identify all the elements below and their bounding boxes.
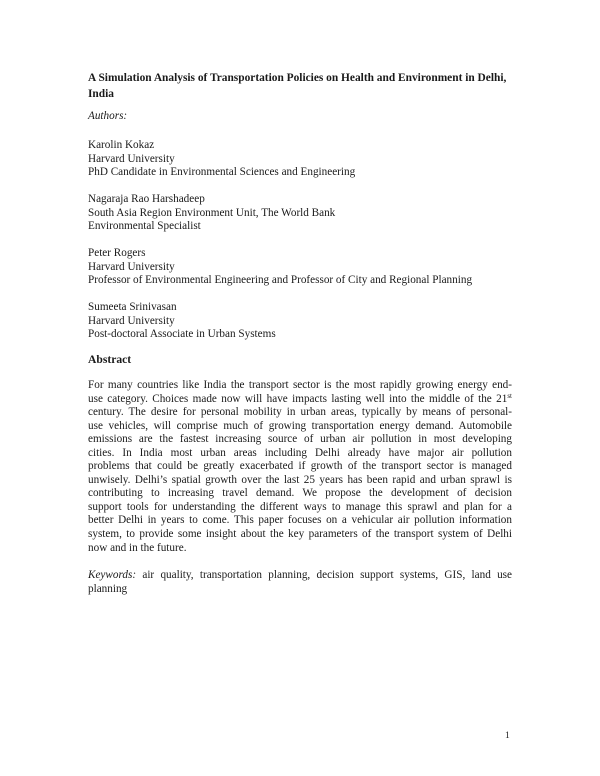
author-role: Post-doctoral Associate in Urban Systems: [88, 328, 276, 340]
author-entry: [88, 301, 518, 342]
abstract-line: emissions are the fastest increasing source of urban air pollution in most developing: [88, 433, 512, 446]
abstract-line-text: use category. Choices made now will have impacts lasting well into the middle of the 21: [88, 392, 508, 405]
author-name: Karolin Kokaz: [88, 139, 155, 151]
keywords-paragraph: [88, 569, 512, 596]
abstract-line: cities. In India most urban areas including Delhi already have major air pollution: [88, 446, 512, 459]
author-affiliation: Harvard University: [88, 260, 175, 273]
author-role: PhD Candidate in Environmental Sciences and Engineering: [88, 166, 356, 178]
author-affiliation: Harvard University: [88, 152, 175, 165]
author-affiliation: South Asia Region Environment Unit, The World Bank: [88, 206, 336, 219]
author-name: Nagaraja Rao Harshadeep: [88, 193, 205, 205]
abstract-line: system, to provide some insight about the key parameters of the transport system of Delhi: [88, 528, 512, 541]
abstract-line: now and in the future.: [88, 541, 187, 554]
abstract-line: better Delhi in years to come. This paper focuses on a vehicular air pollution information: [88, 514, 512, 527]
abstract-line: use vehicles, will comprise much of growing transportation energy demand. Automobile: [88, 419, 512, 432]
abstract-heading: Abstract: [88, 353, 132, 366]
keywords-line: [88, 569, 512, 583]
author-role: Environmental Specialist: [88, 220, 201, 232]
abstract-line: century. The desire for personal mobility in urban areas, typically by means of personal-: [88, 406, 512, 419]
author-entry: [88, 193, 518, 234]
abstract-line: contributing to increasing travel demand. We propose the development of decision: [88, 487, 512, 500]
author-name: Sumeeta Srinivasan: [88, 301, 177, 313]
abstract-line: For many countries like India the transport sector is the most rapidly growing energy end-: [88, 379, 512, 391]
abstract-line: [88, 393, 512, 407]
author-role: Professor of Environmental Engineering and Professor of City and Regional Planning: [88, 274, 473, 286]
author-entry: [88, 139, 518, 180]
page-number: 1: [505, 731, 510, 741]
author-entry: [88, 247, 518, 288]
keywords-line: planning: [88, 582, 128, 595]
ordinal-superscript: st: [507, 391, 512, 400]
abstract-line: problems that could be greatly exacerbated if growth of the transport sector is managed: [88, 460, 512, 473]
authors-heading: Authors:: [88, 110, 128, 122]
abstract-body: [88, 379, 512, 555]
keywords-text: air quality, transportation planning, decision support systems, GIS, land use: [142, 569, 513, 581]
abstract-line: unwisely. Delhi’s spatial growth over the last 25 years has been rapid and urban sprawl is: [88, 473, 512, 486]
paper-title: A Simulation Analysis of Transportation Policies on Health and Environment in Delhi, India: [88, 72, 507, 100]
abstract-line: support tools for understanding the different ways to manage this sprawl and plan for a: [88, 500, 512, 513]
keywords-label: Keywords:: [88, 569, 137, 581]
author-affiliation: Harvard University: [88, 314, 175, 327]
author-name: Peter Rogers: [88, 247, 146, 259]
